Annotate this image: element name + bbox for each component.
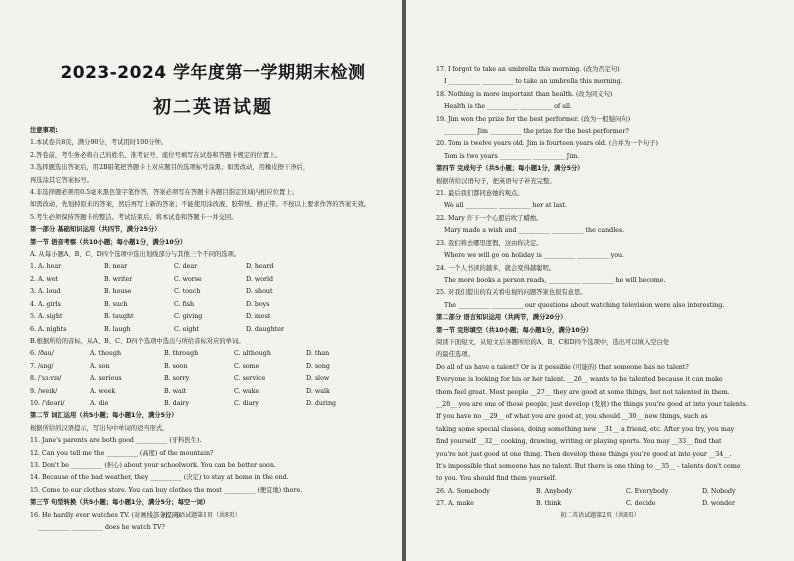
option-row [436,486,784,498]
option: C. although [234,350,271,358]
passage-line: It's impossible that someone has no talent. But there is one thing to __35__ - talents don't come [436,463,741,470]
question-line: 13. Don't be __________ (担心) about your schoolwork. You can be better soon. [30,461,276,469]
note-line: 4.非选择题必须用0.5毫米黑色签字笔作答，答案必须写在答题卡各题目指定区域内相应位置上； [30,189,298,197]
option: 27. A. make [436,500,474,508]
option: B. near [104,263,128,271]
phonetic-questions [30,348,396,410]
question-row [30,286,396,298]
exam-page-2 [406,0,794,561]
exam-title: 2023-2024 学年度第一学期期末检测 [60,63,366,83]
instruction-line: 的最佳选项。 [436,351,474,359]
question-line: We all __________ __________ her at last. [444,202,568,210]
option: B. sorry [164,375,190,383]
option: B. laugh [104,325,131,333]
question-line: 14. Because of the bad weather, they __________ (决定) to stay at home in the end. [30,474,289,482]
option: C. eight [174,325,199,333]
passage-line: taking some special classes, doing something new __31__ a friend, etc. After you try, you may [436,425,735,433]
question-line: 25. 对我们提出的有关看电视的问题答案也很有意思。 [436,289,587,297]
option: 3. A. loud [30,288,61,296]
option: 8. /'sɜ:vɪs/ [30,375,62,383]
option: A. though [90,350,122,358]
option: C. service [234,375,266,383]
option: A. son [90,362,110,370]
question-line: Health is the __________ __________ of all. [444,103,573,111]
note-line: 3.选择题选出答案后，用2B铅笔把答题卡上对应题目的选项标号涂黑；如需改动，用橡皮擦干净后， [30,164,310,172]
instruction-line: 阅读下面短文，从短文后各题所给的A、B、C和D四个选项中，选出可以填入空白处 [436,338,670,346]
option: B. wait [164,387,187,395]
option: D. boys [246,300,270,308]
note-line: 再选涂其它答案标号。 [30,176,93,184]
option: D. most [246,313,271,321]
passage-line: to you. You should find them yourself. [436,475,557,483]
section4-heading: 第四节 完成句子（共5小题；每小题1分，满分5分） [436,165,584,173]
section2-heading: 第二节 词汇运用（共5小题；每小题1分，满分5分） [30,412,178,420]
question-line: 17. I forgot to take an umbrella this morning. (改为否定句) [436,66,620,73]
passage-line: them feel great. Most people __27__ they are good at some things, but not talented in them. [436,388,730,396]
question-16-answer-line: __________ __________ does he watch TV? [38,524,165,531]
option: A. serious [90,375,122,383]
section1b-instruction: B.根据所给的音标，从A、B、C、D四个选项中选出与所给音标对应的单词。 [30,337,245,345]
option: A. die [90,399,109,407]
question-line: 11. Jane's parents are both good __________ (牙科医生). [30,437,202,445]
passage-line: you're not just good at one thing. Then develop these things you're good at into your __34__. [436,450,732,458]
cloze-heading: 第一节 完形填空（共10小题；每小题1分，满分10分） [436,326,593,334]
part2-heading: 第二部分 语言知识运用（共两节，满分20分） [436,314,567,322]
option: A. week [90,387,116,395]
option: C. giving [174,313,203,321]
passage-line: Do all of us have a talent? Or is it possible (可能的) that someone has no talent? [436,363,689,371]
option: C. some [234,362,260,370]
passage-line: __28__ you are one of those people, just develop (发展) the things you're good at into your talents. [436,400,748,408]
option: B. soon [164,362,188,370]
option: 6. /ðau/ [30,350,54,358]
option: C. touch [174,288,201,296]
option: B. taught [104,313,134,321]
option: 4. A. girls [30,300,61,308]
notes-list [30,137,396,224]
option: B. dairy [164,399,189,407]
note-line: 1.本试卷共8页，满分90分，考试用时100分钟。 [30,139,168,147]
question-line: 12. Can you tell me the __________ (高度) of the mountain? [30,449,214,457]
note-line: 2.答卷前，考生务必将自己的姓名、准考证号、座位号填写在试卷和答题卡规定的位置上。 [30,151,282,159]
question-line: 19. Jim won the prize for the best performer. (改为一般疑问句) [436,115,631,123]
question-line: Mary made a wish and __________ __________ the candles. [444,227,625,235]
option: C. wake [234,387,260,395]
question-line: __________ Jim __________ the prize for the best performer? [444,128,629,136]
transformation-questions [436,64,784,163]
question-line: The more books a person reads, __________ __________ he will become. [444,276,666,284]
question-line: 22. Mary 许下一个心愿后吹了蜡烛。 [436,214,543,222]
section4-instruction: 根据所给汉语句子，把英语句子补充完整。 [436,177,556,185]
question-line: 21. 最后我们都同意她的观点。 [436,190,524,198]
option: B. such [104,300,128,308]
option: 2. A. wet [30,275,59,283]
question-row [30,311,396,323]
question-line: 20. Tom is twelve years old. Jim is fourteen years old. (合并为一个句子) [436,140,658,148]
option: B. house [104,288,132,296]
question-line: I __________ __________ to take an umbrella this morning. [444,78,623,86]
question-line: Where we will go on holiday is __________ __________ you. [444,252,625,260]
option: C. fish [174,300,195,308]
cloze-options [436,486,784,511]
option: 6. A. nights [30,325,67,333]
option: B. Anybody [536,487,573,495]
question-line: Tom is two years __________ __________ Jim. [444,152,580,160]
section2-instruction: 根据所给的汉语提示，写出句中单词的适当形式。 [30,424,169,432]
option: 1. A. hear [30,263,62,271]
option: C. decide [626,500,656,508]
question-line: The __________ __________ our questions about watching television were also interesting. [444,301,725,309]
question-line: 24. 一个人书读的越多，就会变得越聪明。 [436,264,556,272]
option: D. daughter [246,325,285,333]
question-row [30,386,396,398]
completion-questions [436,188,784,312]
passage-line: If you have no __29__ of what you are good at, you should __30__ new things, such as [436,413,708,421]
option: B. through [164,350,199,358]
option: D. slow [306,375,330,383]
question-row [30,324,396,336]
question-line: 23. 我们将去哪里度假，这由你决定。 [436,239,543,247]
option: D. world [246,275,274,283]
option: 7. /sɒg/ [30,362,54,370]
option: D. song [306,362,330,370]
option: C. worse [174,275,202,283]
phonics-questions [30,261,396,335]
option: B. think [536,500,562,508]
question-row [30,373,396,385]
question-line: 15. Come to our clothes store. You can buy clothes the most __________ (便宜地) there. [30,486,303,494]
option: D. during [306,399,337,407]
question-row [30,361,396,373]
question-row [30,274,396,286]
option: C. Everybody [626,487,669,495]
option: D. walk [306,387,330,395]
part1-heading: 第一部分 基础知识运用（共四节，满分25分） [30,226,161,234]
option: 26. A. Somebody [436,487,490,495]
option: D. heard [246,263,274,271]
option: D. shout [246,288,273,296]
option: C. diary [234,399,259,407]
section3-heading: 第三节 句型转换（共5小题；每小题1分，满分5分；每空一词） [30,499,210,507]
notes-heading: 注意事项: [30,127,58,134]
vocab-questions [30,435,396,497]
option: D. than [306,350,330,358]
option: C. dear [174,263,198,271]
cloze-passage [436,362,784,486]
question-16: 16. He hardly ever watches TV. (对画线部分提问) [30,511,181,519]
question-line: 18. Nothing is more important than health. (改为同义句) [436,90,613,98]
option: 9. /weɪk/ [30,387,58,395]
section1-heading: 第一节 语音考察（共10小题；每小题1分，满分10分） [30,238,187,246]
option-row [436,498,784,510]
question-row [30,299,396,311]
cloze-instruction [436,337,784,362]
option: 5. A. sight [30,313,63,321]
page1-footer: 初二英语试题第1页（共8页） [161,512,241,519]
section1a-instruction: A. 从每小题A、B、C、D四个选项中选出划线部分与其他三个不同的选项。 [30,251,241,259]
passage-line: find yourself __32__ cooking, drawing, writing or playing sports. You may __33__ find that [436,438,722,446]
passage-line: Everyone is looking for his or her talent. __26__ wants to be talented because it can make [436,376,723,384]
option: D. wonder [702,500,735,508]
note-line: 如需改动，先划掉原来的答案，然后再写上新的答案；不能使用涂改液、胶带纸、修正带。不按以上要求作答的答案无效。 [30,201,371,209]
question-row [30,398,396,410]
option: B. writer [104,275,133,283]
question-row [30,261,396,273]
option: D. Nobody [702,487,736,495]
exam-subtitle: 初二英语试题 [153,97,273,118]
question-row [30,348,396,360]
page2-footer: 初二英语试题第2页（共8页） [560,512,640,519]
note-line: 5.考生必须保持答题卡的整洁。考试结束后，将本试卷和答题卡一并交回。 [30,213,238,221]
option: 10. /'deəri/ [30,399,65,407]
